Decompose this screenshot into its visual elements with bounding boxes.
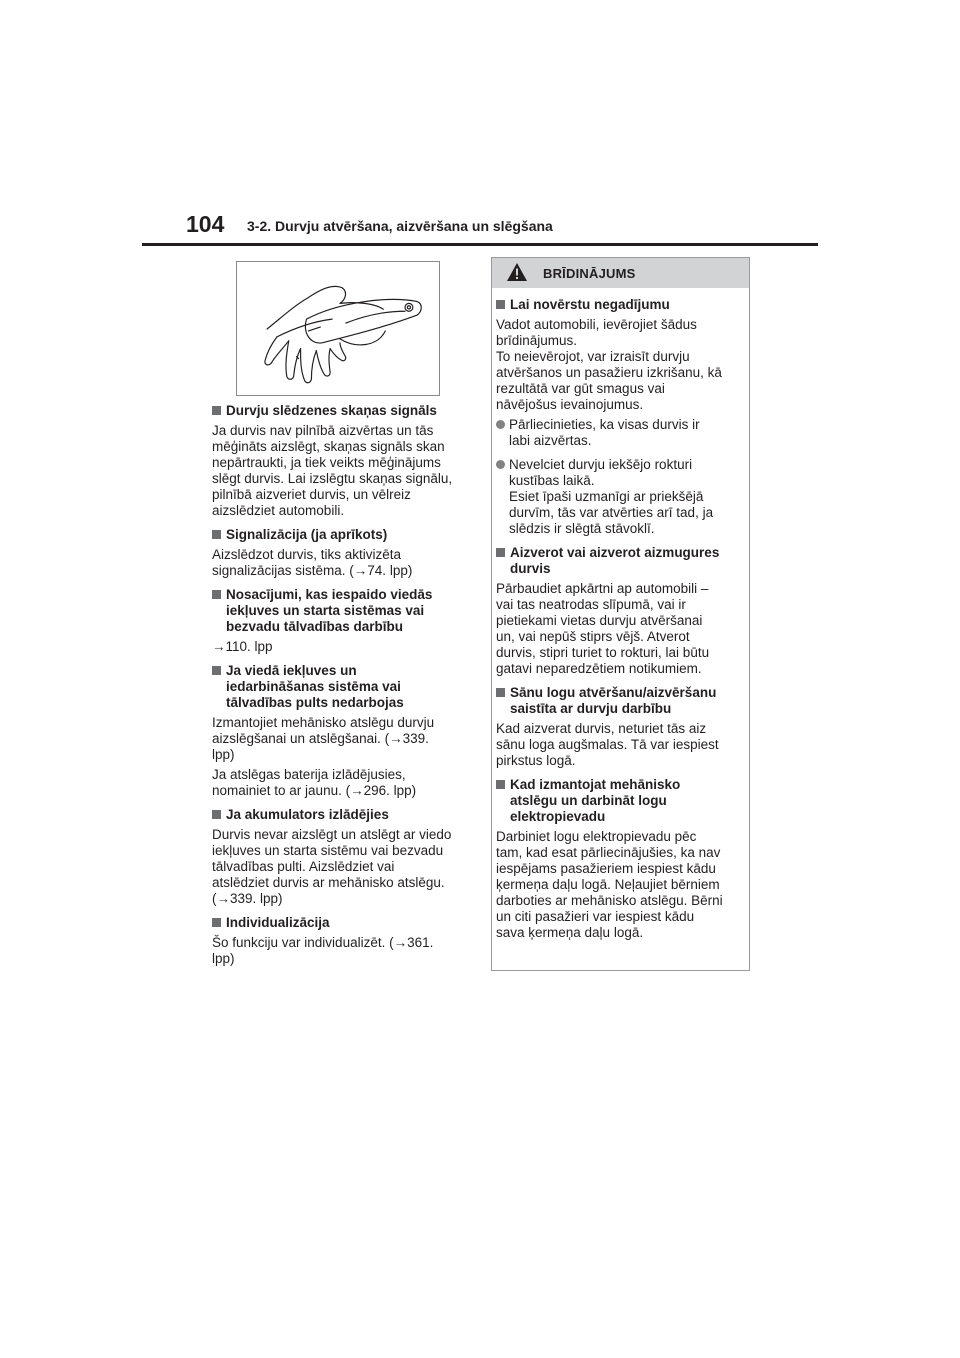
warning-section-heading: [496, 297, 741, 313]
section-heading-text: Individualizācija: [226, 915, 330, 930]
warning-paragraph: Darbiniet logu elektropievadu pēc tam, kad esat pārliecinājušies, ka nav iespējams pasažieriem iespiest kādu ķermeņa daļu logā. Neļaujiet bērniem darboties ar mehānisko atslēgu. Bērni un citi pasažieri var iespiest kādu sava ķermeņa daļu logā.: [496, 829, 723, 940]
warning-title: BRĪDINĀJUMS: [543, 266, 636, 281]
page-number: 104: [186, 211, 225, 237]
warning-bullet-item: [496, 457, 741, 537]
square-bullet-icon: [496, 300, 505, 309]
content-section: [212, 587, 472, 655]
warning-section-heading-text: Kad izmantojat mehānisko atslēgu un darbināt logu elektropievadu: [510, 777, 681, 824]
square-bullet-icon: [212, 810, 221, 819]
body-paragraph: Durvis nevar aizslēgt un atslēgt ar viedo iekļuves un starta sistēmu vai bezvadu tālvadības pulti. Aizslēdziet vai atslēdziet durvis ar mehānisko atslēgu. (→339. lpp): [212, 827, 452, 906]
warning-section-heading-text: Lai novērstu negadījumu: [510, 297, 670, 312]
warning-section-heading-text: Aizverot vai aizverot aizmugures durvis: [510, 545, 720, 576]
body-paragraph: Ja durvis nav pilnībā aizvērtas un tās mēģināts aizslēgt, skaņas signāls skan nepārtraukti, ja tiek veikts mēģinājums slēgt durvis. Lai izslēgtu skaņas signālu, pilnībā aizveriet durvis, un vēlreiz aizslēdziet automobili.: [212, 423, 453, 518]
content-section: [212, 915, 472, 967]
section-heading-text: Nosacījumi, kas iespaido viedās iekļuves un starta sistēmas vai bezvadu tālvadības darbību: [226, 587, 433, 634]
warning-section: [496, 297, 741, 537]
warning-triangle-icon: [506, 262, 528, 282]
warning-section-heading: [496, 777, 741, 825]
content-section: [212, 663, 472, 799]
warning-header: [492, 258, 749, 288]
section-heading: [212, 587, 472, 635]
section-heading-text: Ja akumulators izlādējies: [226, 807, 389, 822]
body-paragraph: →110. lpp: [212, 639, 273, 654]
content-section: [212, 527, 472, 579]
hand-on-door-handle-icon: [237, 262, 439, 395]
content-section: [212, 807, 472, 907]
body-paragraph: Izmantojiet mehānisko atslēgu durvju aizslēgšanai un atslēgšanai. (→339. lpp): [212, 715, 435, 762]
warning-bullet-text: Pārliecinieties, ka visas durvis ir labi aizvērtas.: [509, 417, 700, 448]
section-heading: [212, 915, 472, 931]
square-bullet-icon: [212, 918, 221, 927]
section-heading-text: Durvju slēdzenes skaņas signāls: [226, 403, 437, 418]
square-bullet-icon: [496, 548, 505, 557]
left-column: [212, 403, 472, 975]
warning-box: [491, 257, 750, 971]
section-heading: [212, 807, 472, 823]
round-bullet-icon: [496, 460, 505, 469]
warning-section-heading: [496, 685, 741, 717]
warning-section-heading-text: Sānu logu atvēršanu/aizvēršanu saistīta ar durvju darbību: [510, 685, 717, 716]
square-bullet-icon: [212, 590, 221, 599]
door-handle-illustration: [236, 261, 440, 396]
warning-section-heading: [496, 545, 741, 577]
body-paragraph: Ja atslēgas baterija izlādējusies, nomainiet to ar jaunu. (→296. lpp): [212, 767, 417, 798]
section-title: 3-2. Durvju atvēršana, aizvēršana un slēgšana: [247, 218, 553, 234]
section-heading: [212, 403, 472, 419]
body-paragraph: Šo funkciju var individualizēt. (→361. lpp): [212, 935, 434, 966]
content-section: [212, 403, 472, 519]
square-bullet-icon: [212, 406, 221, 415]
warning-paragraph: Kad aizverat durvis, neturiet tās aiz sānu loga augšmalas. Tā var iespiest pirkstus logā.: [496, 721, 719, 768]
section-heading-text: Ja viedā iekļuves un iedarbināšanas sistēma vai tālvadības pults nedarbojas: [226, 663, 404, 710]
warning-paragraph: Vadot automobili, ievērojiet šādus brīdinājumus. To neievērojot, var izraisīt durvju atvēršanos un pasažieru izkrišanu, kā rezultātā var gūt smagus vai nāvējošus ievainojumus.: [496, 317, 722, 412]
round-bullet-icon: [496, 420, 505, 429]
section-heading-text: Signalizācija (ja aprīkots): [226, 527, 388, 542]
square-bullet-icon: [212, 666, 221, 675]
section-heading: [212, 527, 472, 543]
warning-body: [492, 288, 749, 941]
section-heading: [212, 663, 472, 711]
warning-paragraph: Pārbaudiet apkārtni ap automobili – vai tas neatrodas slīpumā, vai ir pietiekami vietas durvju atvēršanai un, vai nepūš stiprs vējš. Atverot durvis, stipri turiet to rokturi, lai būtu gatavi neparedzētiem notikumiem.: [496, 581, 710, 676]
warning-section: [496, 685, 741, 769]
square-bullet-icon: [496, 780, 505, 789]
body-paragraph: Aizslēdzot durvis, tiks aktivizēta signalizācijas sistēma. (→74. lpp): [212, 547, 413, 578]
warning-section: [496, 777, 741, 941]
square-bullet-icon: [496, 688, 505, 697]
square-bullet-icon: [212, 530, 221, 539]
header-rule: [142, 243, 818, 246]
warning-bullet-item: [496, 417, 741, 449]
warning-section: [496, 545, 741, 677]
warning-bullet-text: Nevelciet durvju iekšējo rokturi kustības laikā. Esiet īpaši uzmanīgi ar priekšējā durvīm, tās var atvērties arī tad, ja slēdzis ir slēgtā stāvoklī.: [509, 457, 714, 536]
